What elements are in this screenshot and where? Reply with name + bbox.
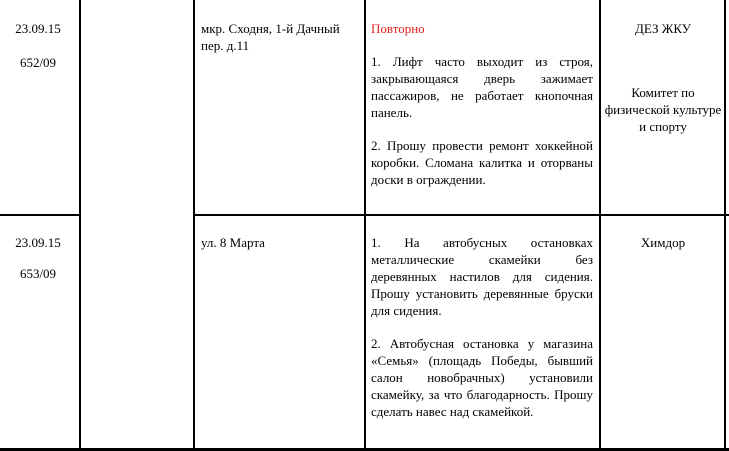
row-1-status: Повторно [371, 21, 425, 36]
col-border-1 [79, 0, 81, 451]
row-2-date: 23.09.15 [15, 235, 61, 250]
row-1-date: 23.09.15 [15, 21, 61, 36]
row-1-item-2: 2. Прошу провести ремонт хоккейной коробки. Сломана калитка и оторваны доски в ограждении. [371, 138, 593, 187]
row-2-content [371, 234, 593, 420]
row-1-address: мкр. Сходня, 1-й Дачный пер. д.11 [201, 21, 340, 53]
row-2-item-2: 2. Автобусная остановка у магазина «Семья» (площадь Победы, бывший салон новобрачных) установили скамейку, за что благодарность. Прошу сделать навес над скамейкой. [371, 336, 593, 419]
row-2-address: ул. 8 Марта [201, 235, 265, 250]
row-1-item-1: 1. Лифт часто выходит из строя, закрывающаяся дверь зажимает пассажиров, не работает кнопочная панель. [371, 54, 593, 120]
row-1-content [371, 20, 593, 188]
row-2-org-primary: Химдор [640, 235, 686, 250]
row-2-number: 653/09 [19, 266, 57, 281]
col-border-3 [364, 0, 366, 451]
row-1-number: 652/09 [19, 55, 57, 70]
col-border-4 [599, 0, 601, 451]
row-1-org-secondary: Комитет по физической культуре и спорту [604, 85, 722, 134]
row-1-org-primary: ДЕЗ ЖКУ [635, 21, 691, 36]
col-border-2 [193, 0, 195, 451]
col-border-5 [724, 0, 726, 451]
merged-cell-gap [81, 213, 193, 217]
row-2-item-1: 1. На автобусных остановках металлические скамейки без деревянных настилов для сидения. Прошу установить деревянные бруски для сидения. [371, 235, 593, 318]
